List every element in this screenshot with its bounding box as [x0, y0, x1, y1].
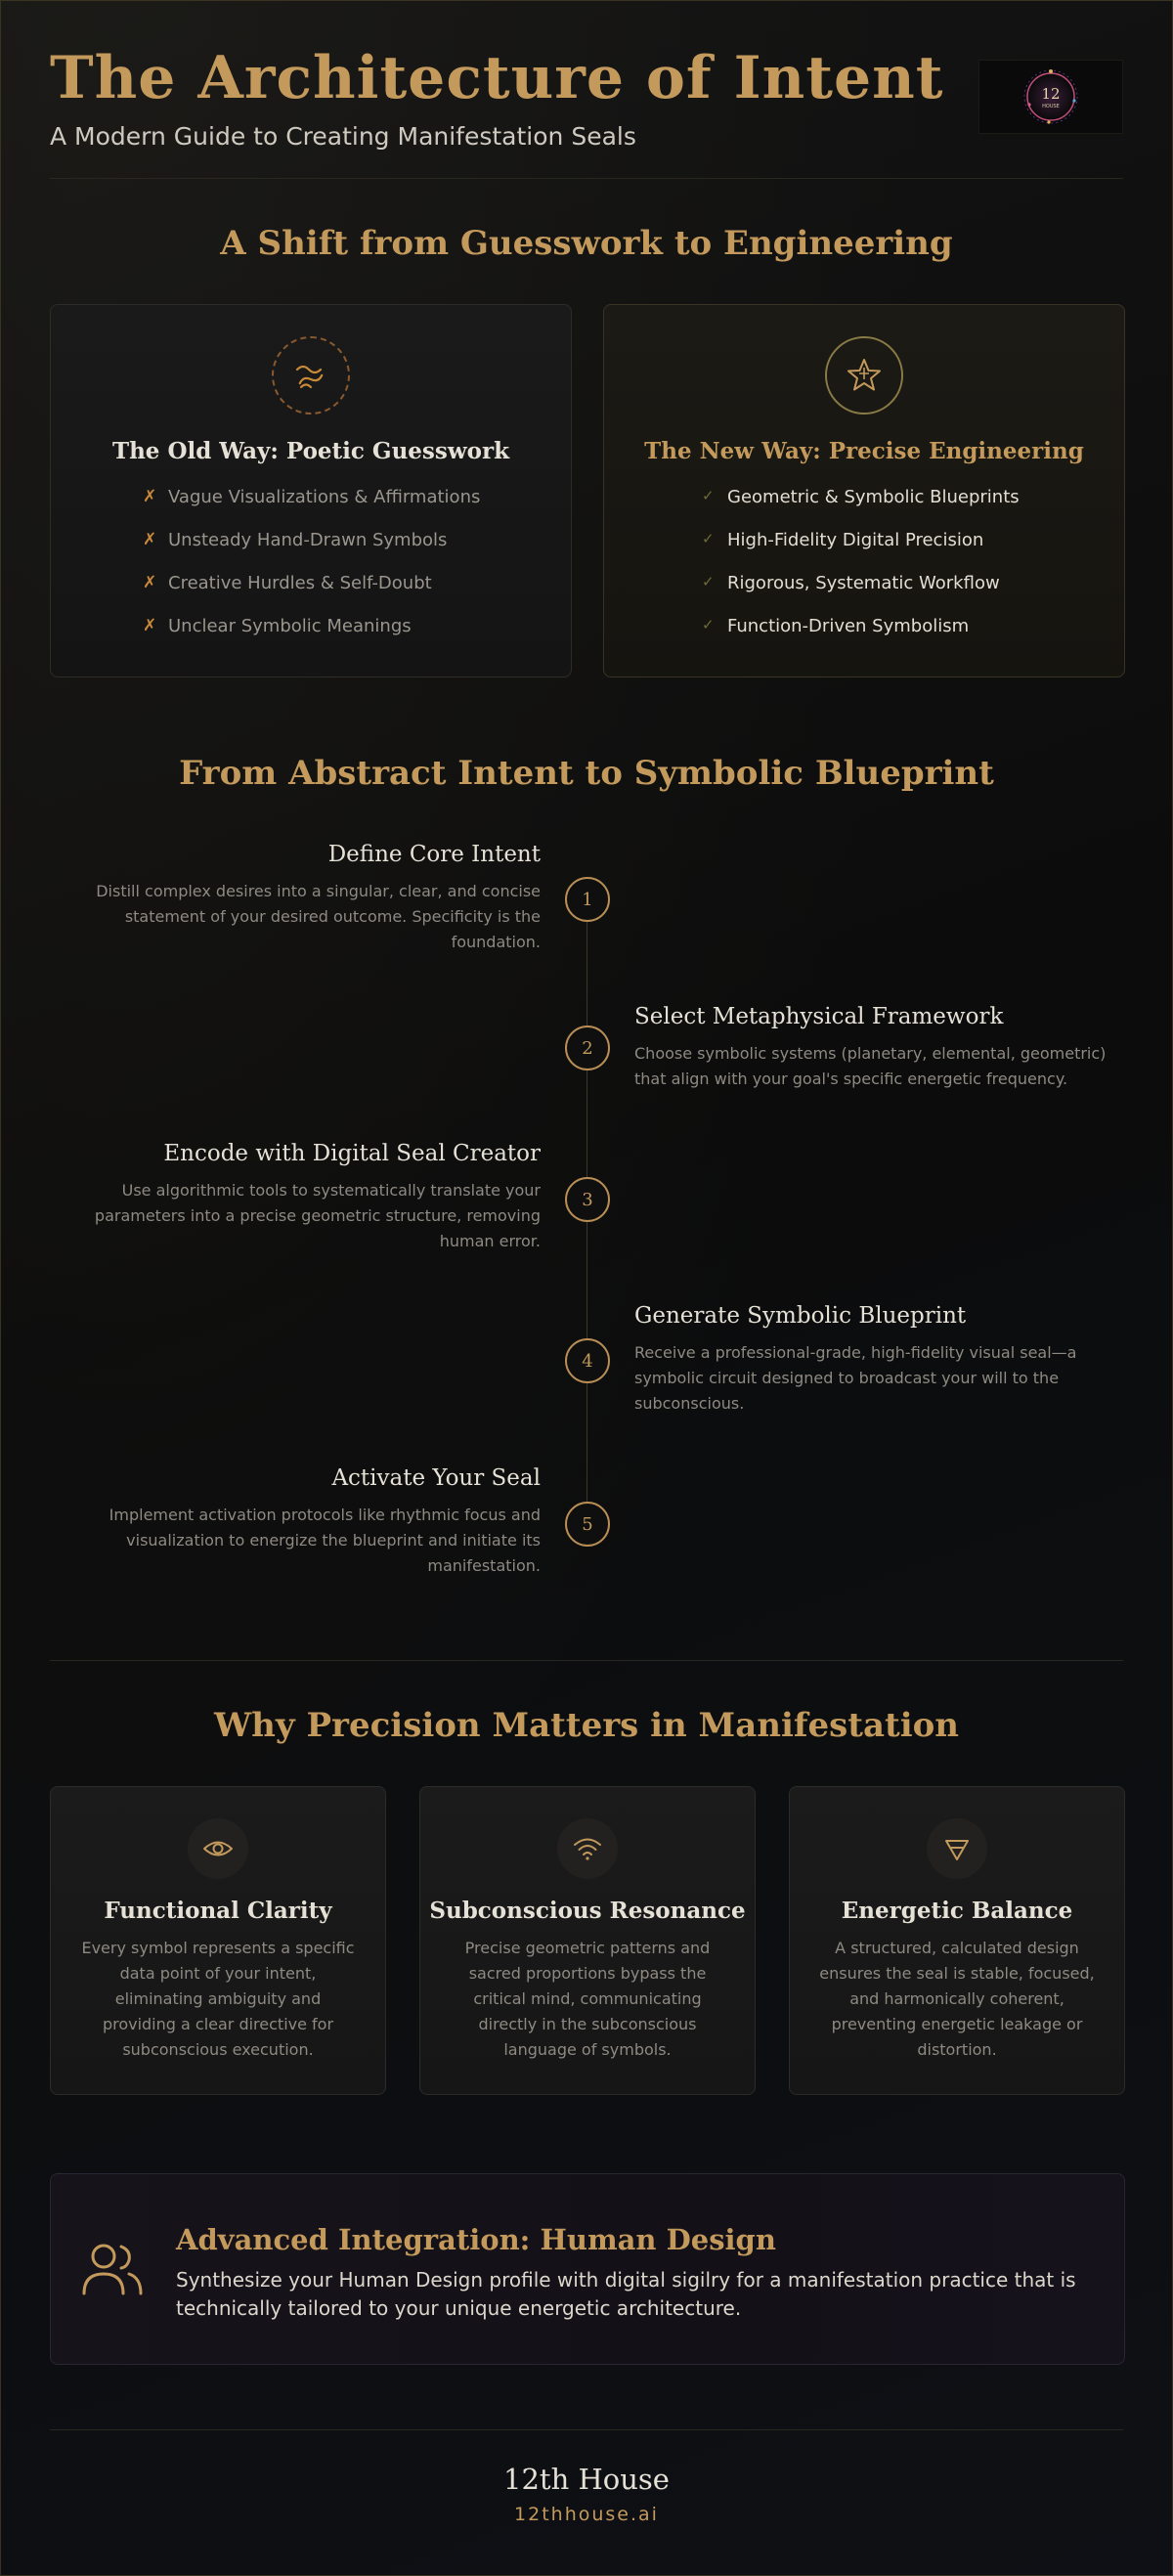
feature-title: Energetic Balance: [841, 1898, 1073, 1924]
users-icon: [80, 2241, 145, 2303]
footer-url-link[interactable]: 12thhouse.ai: [514, 2504, 659, 2525]
logo-seal-icon: [1020, 65, 1082, 128]
list-item: ✓ Rigorous, Systematic Workflow: [702, 573, 1000, 593]
x-mark-icon: ✗: [143, 530, 157, 549]
feature-card-subconscious-resonance: [419, 1786, 756, 2095]
old-way-heading: The Old Way: Poetic Guesswork: [111, 438, 510, 464]
x-mark-icon: ✗: [143, 487, 157, 506]
step-description: Receive a professional-grade, high-fidelity visual seal—a symbolic circuit designed to broadcast your will to the subconscious.: [634, 1343, 1077, 1413]
svg-text:12: 12: [1041, 85, 1061, 103]
page-subtitle: A Modern Guide to Creating Manifestation Seals: [50, 122, 636, 151]
old-way-card: [50, 304, 572, 677]
step-description: Implement activation protocols like rhythmic focus and visualization to energize the blueprint and initiate its manifestation.: [109, 1506, 541, 1575]
list-item: ✗ Vague Visualizations & Affirmations: [143, 487, 481, 507]
step-title: Encode with Digital Seal Creator: [163, 1141, 541, 1166]
advanced-integration-panel: [50, 2173, 1125, 2365]
check-mark-icon: ✓: [702, 573, 715, 590]
process-section-title: From Abstract Intent to Symbolic Blueprint: [179, 754, 994, 793]
triangle-icon: [927, 1818, 987, 1879]
step-title: Select Metaphysical Framework: [634, 1004, 1004, 1029]
new-way-heading: The New Way: Precise Engineering: [644, 438, 1084, 464]
list-item: ✗ Creative Hurdles & Self-Doubt: [143, 573, 432, 593]
step-title: Generate Symbolic Blueprint: [634, 1303, 967, 1329]
feature-card-energetic-balance: [789, 1786, 1125, 2095]
list-item: ✗ Unsteady Hand-Drawn Symbols: [143, 530, 448, 550]
list-item: ✗ Unclear Symbolic Meanings: [143, 616, 412, 636]
footer-brand-name: 12th House: [503, 2463, 670, 2496]
step-number-4: 4: [565, 1338, 610, 1383]
precision-section-title: Why Precision Matters in Manifestation: [213, 1706, 960, 1745]
step-title: Activate Your Seal: [331, 1465, 541, 1491]
step-3: [52, 1141, 541, 1254]
x-mark-icon: ✗: [143, 573, 157, 592]
x-mark-icon: ✗: [143, 616, 157, 635]
header: [50, 44, 1123, 181]
svg-text:HOUSE: HOUSE: [1042, 104, 1060, 109]
footer-divider: [50, 2429, 1123, 2430]
star-icon: [825, 336, 903, 415]
header-divider: [50, 178, 1123, 179]
step-description: Use algorithmic tools to systematically translate your parameters into a precise geometric structure, removing human error.: [94, 1181, 541, 1250]
step-number-3: 3: [565, 1177, 610, 1222]
feature-description: Every symbol represents a specific data point of your intent, eliminating ambiguity and providing a clear directive for subconscious execution.: [81, 1939, 355, 2059]
section-divider: [50, 1660, 1123, 1661]
page-title: The Architecture of Intent: [50, 44, 944, 112]
step-5: [52, 1465, 541, 1579]
list-item: ✓ High-Fidelity Digital Precision: [702, 530, 984, 550]
step-description: Distill complex desires into a singular, clear, and concise statement of your desired outcome. Specificity is the foundation.: [96, 882, 541, 951]
feature-card-functional-clarity: [50, 1786, 386, 2095]
step-2: [634, 1004, 1123, 1092]
brand-logo[interactable]: [978, 60, 1123, 134]
wavy-lines-icon: [272, 336, 350, 415]
step-1: [52, 842, 541, 955]
feature-title: Subconscious Resonance: [429, 1898, 746, 1924]
check-mark-icon: ✓: [702, 487, 715, 504]
step-number-2: 2: [565, 1026, 610, 1070]
old-way-list: [143, 487, 480, 659]
step-title: Define Core Intent: [327, 842, 541, 867]
list-item: ✓ Geometric & Symbolic Blueprints: [702, 487, 1020, 507]
step-4: [634, 1303, 1123, 1417]
check-mark-icon: ✓: [702, 530, 715, 547]
advanced-description: Synthesize your Human Design profile with digital sigilry for a manifestation practice that is technically tailored to your unique energetic architecture.: [176, 2268, 1076, 2320]
step-number-1: 1: [565, 877, 610, 922]
eye-icon: [188, 1818, 248, 1879]
check-mark-icon: ✓: [702, 616, 715, 633]
feature-description: Precise geometric patterns and sacred proportions bypass the critical mind, communicating directly in the subconscious language of symbols.: [464, 1939, 711, 2059]
comparison-section-title: A Shift from Guesswork to Engineering: [220, 224, 953, 263]
feature-description: A structured, calculated design ensures the seal is stable, focused, and harmonically coherent, preventing energetic leakage or distortion.: [819, 1939, 1095, 2059]
new-way-card: [603, 304, 1125, 677]
list-item: ✓ Function-Driven Symbolism: [702, 616, 970, 636]
step-description: Choose symbolic systems (planetary, elemental, geometric) that align with your goal's specific energetic frequency.: [634, 1044, 1107, 1088]
wifi-icon: [557, 1818, 618, 1879]
advanced-title: Advanced Integration: Human Design: [176, 2223, 776, 2256]
step-number-5: 5: [565, 1502, 610, 1547]
new-way-list: [702, 487, 1020, 659]
feature-title: Functional Clarity: [104, 1898, 332, 1924]
